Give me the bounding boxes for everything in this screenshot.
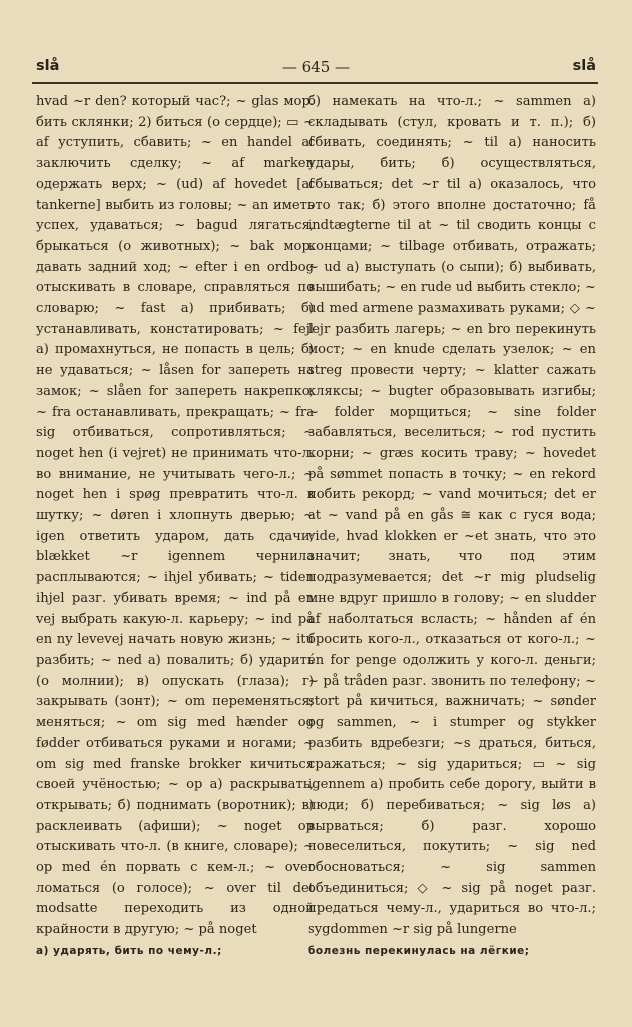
header-guide-word-left: slå: [36, 58, 60, 74]
left-column-text: hvad ~r den? который час?; ~ glas мор. бить склянки; 2) биться (о сердце); ▭ ~ af уступить, сбавить; ~ en handel af заключить сделку; ~ af marken одержать верх; ~ (ud) af hovedet [af tankerne] выбить из головы; ~ an иметь успех, удаваться; ~ bagud лягаться, брыкаться (о животных); ~ bak мор. давать задний ход; ~ efter i en ordbog отыскивать в словаре, справляться по словарю; ~ fast а) прибивать; б) устанавливать, констатировать; ~ fejl а) промахнуться, не попасть в цель; б) не удаваться; ~ låsen for запереть на замок; ~ slåen for запереть накрепко; ~ fra останавливать, прекращать; ~ fra sig отбиваться, сопротивляться; ~ noget hen (i vejret) не принимать что-л. во внимание, не учитывать чего-л.; ~ noget hen i spøg превратить что-л. в шутку; ~ døren i хлопнуть дверью; ~ igen ответить ударом, дать сдачи; blækket ~r igennem чернила расплываются; ~ ihjel убивать; ~ tiden ihjel разг. убивать время; ~ ind på en vej выбрать какую-л. карьеру; ~ ind på en ny levevej начать новую жизнь; ~ itu разбить; ~ ned а) повалить; б) ударить (о молнии); в) опускать (глаза); г) закрывать (зонт); ~ om переменяться; меняться; ~ om sig med hænder og fødder отбиваться руками и ногами; ~ om sig med franske brokker кичиться своей учёностью; ~ op а) раскрывать, открывать; б) поднимать (воротник); в) расклеивать (афиши); ~ noget op отыскивать что-л. (в книге, словаре); ~ op med én порвать с кем-л.; ~ over ломаться (о голосе); ~ over til det modsatte переходить из одной крайности в другую; ~ på noget: [36, 94, 314, 938]
header-guide-word-right: slå: [572, 58, 596, 74]
right-column: [308, 92, 596, 962]
left-column: [36, 92, 314, 962]
right-column-last-line: болезнь перекинулась на лёгкие;: [308, 944, 530, 957]
page-number: — 645 —: [281, 58, 351, 76]
header-rule: [32, 82, 598, 84]
left-column-last-line: а) ударять, бить по чему-л.;: [36, 944, 222, 957]
right-column-text: б) намекать на что-л.; ~ sammen а) складывать (стул, кровать и т. п.); б) сбивать, соединять; ~ til а) наносить удары, бить; б) осуществляться, сбываться; det ~r til а) оказалось, что это так; б) этого вполне достаточно; få indtægterne til at ~ til сводить концы с концами; ~ tilbage отбивать, отражать; ~ ud а) выступать (о сыпи); б) выбивать, вышибать; ~ en rude ud выбить стекло; ~ ud med armene размахивать руками; ◇ ~ lejr разбить лагерь; ~ en bro перекинуть мост; ~ en knude сделать узелок; ~ en streg провести черту; ~ klatter сажать кляксы; ~ bugter образовывать изгибы; ~ folder морщиться; ~ sine folder забавляться, веселиться; ~ rod пустить корни; ~ græs косить траву; ~ hovedet på sømmet попасть в точку; ~ en rekord побить рекорд; ~ vand мочиться; det er at ~ vand på en gås ≅ как с гуся вода; vide, hvad klokken er ~et знать, что это значит; знать, что под этим подразумевается; det ~r mig pludselig мне вдруг пришло в голову; ~ en sludder af наболтаться всласть; ~ hånden af én бросить кого-л., отказаться от кого-л.; ~ én for penge одолжить у кого-л. деньги; ~ på tråden разг. звонить по телефону; ~ stort på кичиться, важничать; ~ sønder og sammen, ~ i stumper og stykker разбить вдребезги; ~s драться, биться, сражаться; ~ sig удариться; ▭ ~ sig igennem а) пробить себе дорогу, выйти в люди; б) перебиваться; ~ sig løs а) вырваться; б) разг. хорошо повеселиться, покутить; ~ sig ned обосноваться; ~ sig sammen объединиться; ◇ ~ sig på noget разг. предаться чему-л., удариться во что-л.; sygdommen ~r sig på lungerne: [308, 94, 596, 938]
page-header: [30, 58, 602, 80]
